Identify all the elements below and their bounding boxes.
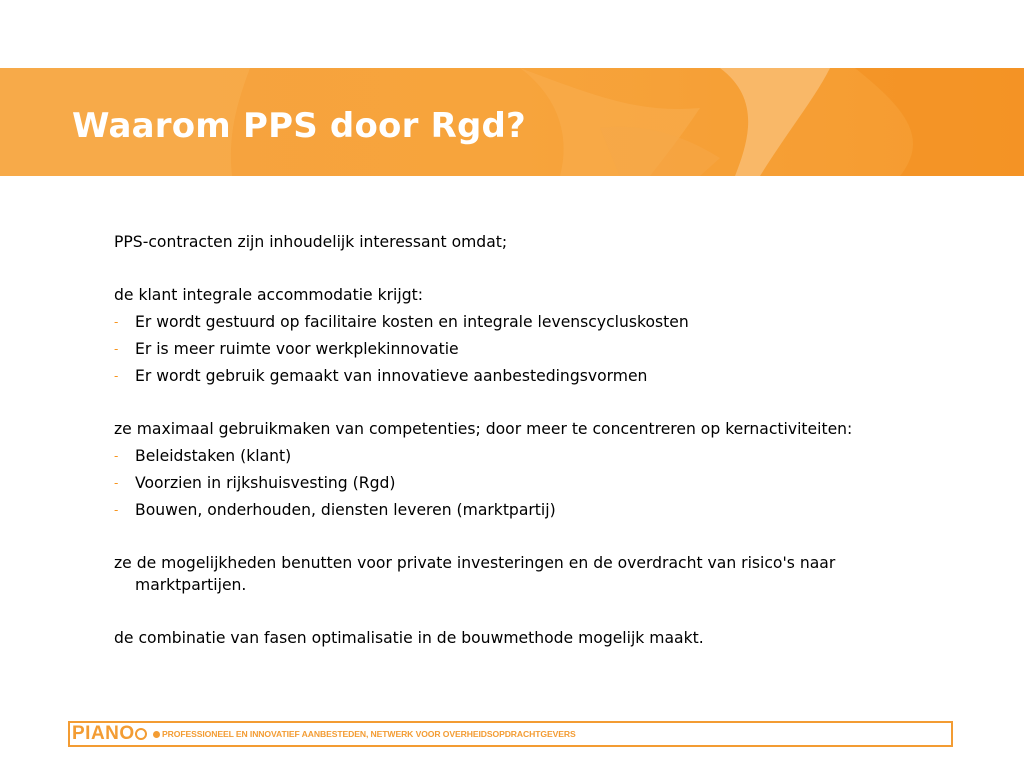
list-item	[114, 338, 944, 360]
footer-bar	[68, 721, 953, 747]
slide-title: Waarom PPS door Rgd?	[72, 106, 526, 146]
list-item-text: Voorzien in rijkshuisvesting (Rgd)	[135, 474, 396, 492]
list-item	[114, 472, 944, 494]
bullet-dash-icon: -	[114, 476, 119, 490]
list-item	[114, 445, 944, 467]
section-lead-investeringen: ze de mogelijkheden benutten voor private investeringen en de overdracht van risico's naar marktpartijen.	[114, 554, 836, 594]
section-lead-fasen: de combinatie van fasen optimalisatie in de bouwmethode mogelijk maakt.	[114, 629, 704, 647]
bullet-list-competenties	[114, 445, 944, 521]
list-item	[114, 311, 944, 333]
list-item	[114, 365, 944, 387]
section-lead-competenties: ze maximaal gebruikmaken van competenties; door meer te concentreren op kernactiviteiten:	[114, 420, 853, 438]
footer-tagline: PROFESSIONEEL EN INNOVATIEF AANBESTEDEN, NETWERK VOOR OVERHEIDSOPDRACHTGEVERS	[162, 729, 576, 739]
bullet-list-klant	[114, 311, 944, 387]
slide-body	[114, 231, 944, 649]
bullet-dash-icon: -	[114, 449, 119, 463]
logo-ring-icon	[135, 728, 147, 740]
piano-logo	[70, 721, 160, 747]
intro-text: PPS-contracten zijn inhoudelijk interessant omdat;	[114, 233, 508, 251]
bullet-dash-icon: -	[114, 369, 119, 383]
list-item-text: Er wordt gestuurd op facilitaire kosten en integrale levenscycluskosten	[135, 313, 689, 331]
list-item-text: Beleidstaken (klant)	[135, 447, 292, 465]
logo-dot-icon	[153, 731, 160, 738]
list-item-text: Er wordt gebruik gemaakt van innovatieve aanbestedingsvormen	[135, 367, 648, 385]
bullet-dash-icon: -	[114, 315, 119, 329]
section-lead-klant: de klant integrale accommodatie krijgt:	[114, 286, 423, 304]
bullet-dash-icon: -	[114, 503, 119, 517]
list-item-text: Er is meer ruimte voor werkplekinnovatie	[135, 340, 459, 358]
list-item-text: Bouwen, onderhouden, diensten leveren (marktpartij)	[135, 501, 556, 519]
list-item	[114, 499, 944, 521]
logo-text: PIANO	[72, 723, 135, 744]
bullet-dash-icon: -	[114, 342, 119, 356]
